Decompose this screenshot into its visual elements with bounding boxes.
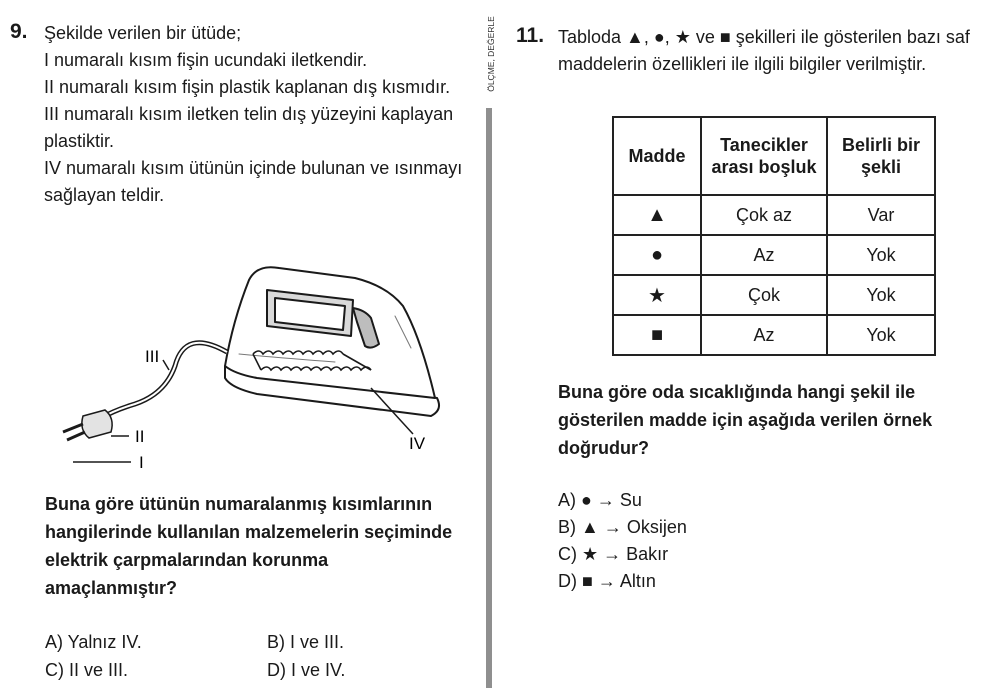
star-icon: ★ [613, 275, 701, 315]
power-cord [101, 343, 227, 418]
properties-table [612, 116, 936, 356]
stem-line: I numaralı kısım fişin ucundaki iletkendir. [44, 50, 368, 70]
table-row [613, 235, 935, 275]
table-row [613, 275, 935, 315]
option-a[interactable]: A) Yalnız IV. [45, 632, 142, 652]
stem-line: Şekilde verilen bir ütüde; [44, 23, 242, 43]
table-cell: Az [701, 315, 827, 355]
question-stem: Tabloda ▲, ●, ★ ve ■ şekilleri ile gösterilen bazı saf maddelerin özellikleri ile ilgili bilgiler verilmiştir. [558, 27, 970, 74]
table-cell: Çok [701, 275, 827, 315]
table-cell: Çok az [701, 195, 827, 235]
stem-line: III numaralı kısım iletken telin dış yüzeyini kaplayan plastiktir. [44, 104, 454, 151]
table-cell: Var [827, 195, 935, 235]
label-II: II [135, 427, 145, 446]
table-header: Belirli bir şekli [827, 117, 935, 195]
table-cell: Yok [827, 235, 935, 275]
table-header: Madde [613, 117, 701, 195]
option-c[interactable]: C) ★ → Bakır [558, 544, 669, 564]
label-IV: IV [409, 434, 426, 453]
option-d[interactable]: D) ■ → Altın [558, 571, 656, 591]
circle-icon: ● [613, 235, 701, 275]
table-header: Tanecikler arası boşluk [701, 117, 827, 195]
stem-line: II numaralı kısım fişin plastik kaplanan dış kısmıdır. [44, 77, 451, 97]
table-header-row [613, 117, 935, 195]
square-icon: ■ [613, 315, 701, 355]
question-9-prompt: Buna göre ütünün numaralanmış kısımlarının hangilerinde kullanılan malzemelerin seçiminde elektrik çarpmalarından korunma amaçlanmıştır? [45, 494, 453, 598]
triangle-icon: ▲ [613, 195, 701, 235]
question-stem [44, 20, 474, 209]
label-I: I [139, 453, 144, 472]
column-divider [486, 108, 492, 688]
table-cell: Yok [827, 275, 935, 315]
option-c[interactable]: C) II ve III. [45, 660, 129, 680]
table-cell: Az [701, 235, 827, 275]
option-a[interactable]: A) ● → Su [558, 490, 642, 510]
iron-figure [35, 258, 455, 478]
option-b[interactable]: B) ▲ → Oksijen [558, 517, 687, 537]
option-b[interactable]: B) I ve III. [267, 632, 345, 652]
stem-line: IV numaralı kısım ütünün içinde bulunan ve ısınmayı sağlayan teldir. [44, 158, 463, 205]
question-11-options [558, 487, 687, 595]
option-d[interactable]: D) I ve IV. [267, 660, 346, 680]
table-row [613, 195, 935, 235]
table-cell: Yok [827, 315, 935, 355]
table-row [613, 315, 935, 355]
question-11-prompt: Buna göre oda sıcaklığında hangi şekil ile gösterilen madde için aşağıda verilen örnek doğrudur? [558, 382, 933, 458]
side-margin-label: ÖLÇME, DEĞERLE [486, 16, 496, 92]
question-number: 11. [516, 24, 545, 47]
plug [63, 410, 112, 440]
label-III: III [145, 347, 160, 366]
question-number: 9. [10, 20, 28, 43]
